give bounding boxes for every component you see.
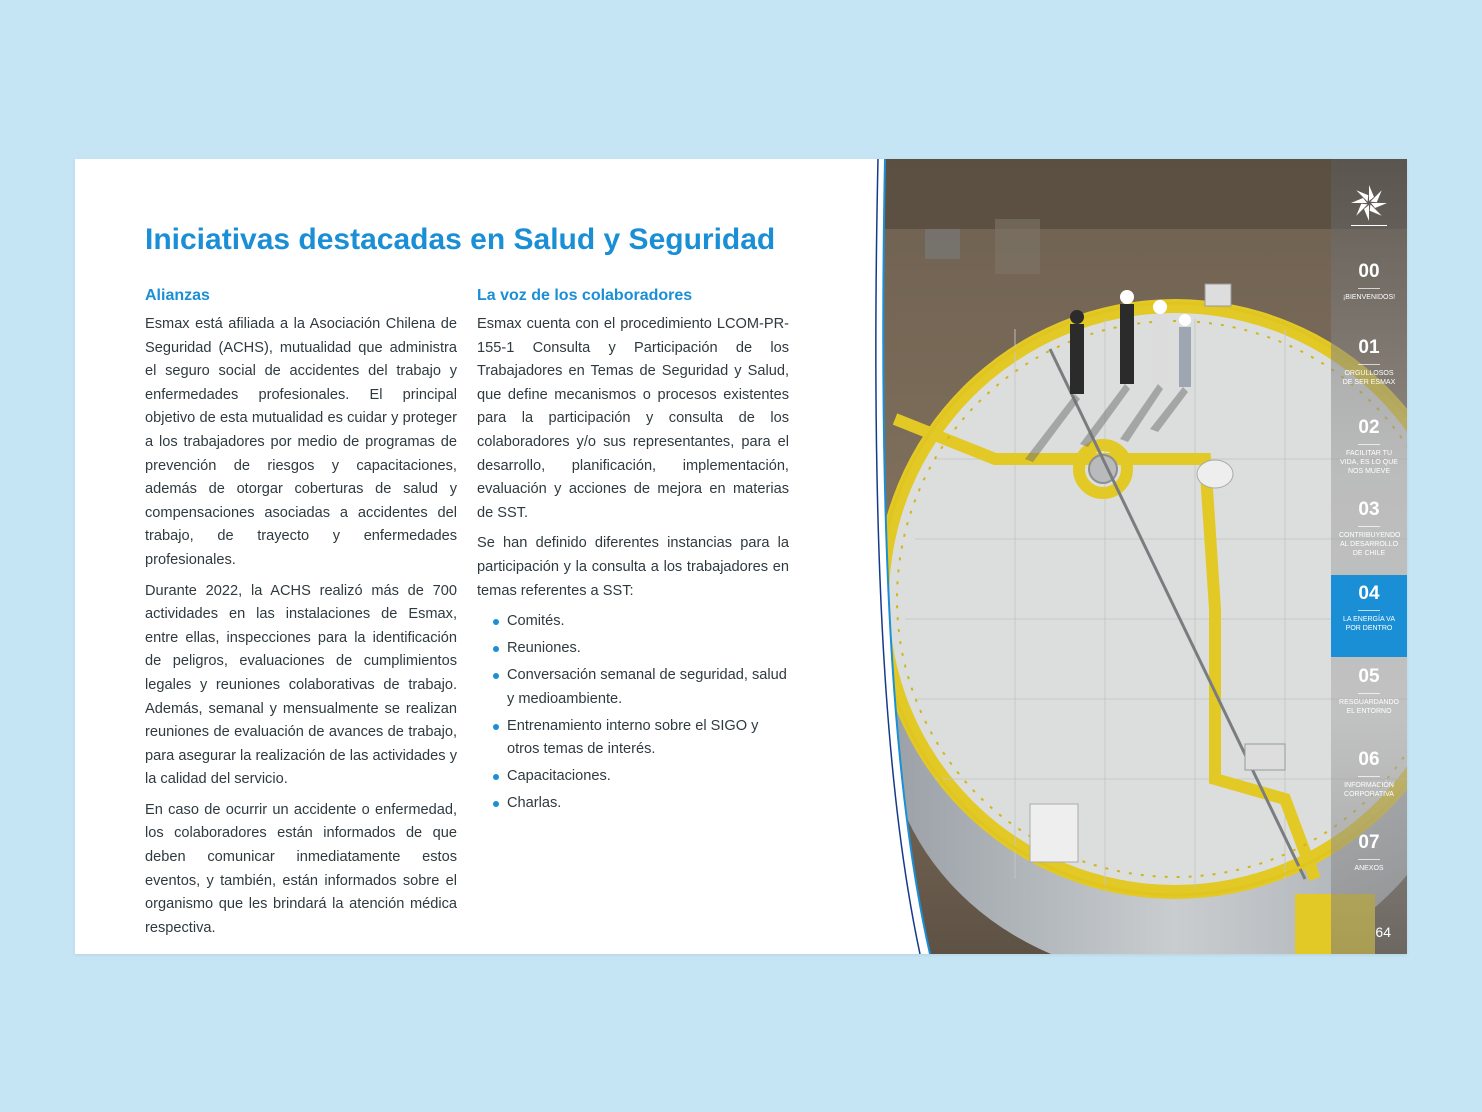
paragraph: En caso de ocurrir un accidente o enfermedad, los colaboradores están informados de que deben comunicar inmediatamente estos eventos, y también, están informados sobre el organismo que les brindará la atención médica respectiva. <box>145 801 457 936</box>
page-number: 64 <box>1375 924 1391 940</box>
nav-item-02[interactable]: 02 FACILITAR TU VIDA, ES LO QUE NOS MUEVE <box>1340 417 1398 475</box>
column-voz-colaboradores <box>477 286 789 819</box>
paragraph: Esmax cuenta con el procedimiento LCOM-PR-155-1 Consulta y Participación de los Trabajadores en Temas de Seguridad y Salud, que define mecanismos o procesos existentes para la participación y consulta de los colaboradores y/o sus representantes, para el desarrollo, planificación, implementación, evaluación y acciones de mejora en materias de SST. <box>477 316 789 521</box>
page-title: Iniciativas destacadas en Salud y Seguridad <box>145 223 776 256</box>
nav-item-06[interactable]: 06 INFORMACIÓN CORPORATIVA <box>1344 749 1394 798</box>
paragraph: Se han definido diferentes instancias para la participación y la consulta a los trabajadores en temas referentes a SST: <box>477 535 789 599</box>
list-item: Entrenamiento interno sobre el SIGO y otros temas de interés. <box>489 715 789 762</box>
report-page <box>75 159 1407 954</box>
paragraph: Durante 2022, la ACHS realizó más de 700 actividades en las instalaciones de Esmax, entre ellas, inspecciones para la identificación de peligros, evaluaciones de cumplimientos legales y reuniones colaborativas de trabajo. Además, semanal y mensualmente se realizan reuniones de evaluación de avances de trabajo, para asegurar la realización de las actividades y la calidad del servicio. <box>145 582 457 788</box>
bullet-icon <box>493 646 499 652</box>
column-alianzas <box>145 286 457 947</box>
bullet-icon <box>493 724 499 730</box>
section-heading-voz: La voz de los colaboradores <box>477 287 693 304</box>
nav-item-04-active[interactable]: 04 LA ENERGÍA VA POR DENTRO <box>1331 575 1407 657</box>
section-navigation <box>1331 159 1407 954</box>
nav-item-01[interactable]: 01 ORGULLOSOS DE SER ESMAX <box>1342 337 1396 386</box>
esmax-logo-icon <box>1347 181 1391 231</box>
nav-item-07[interactable]: 07 ANEXOS <box>1354 832 1384 872</box>
section-heading-alianzas: Alianzas <box>145 287 210 304</box>
paragraph: Esmax está afiliada a la Asociación Chilena de Seguridad (ACHS), mutualidad que administra el seguro social de accidentes del trabajo y enfermedades profesionales. El principal objetivo de esta mutualidad es cuidar y proteger a los trabajadores por medio de programas de prevención de riesgos y capacitaciones, además de otorgar coberturas de salud y compensaciones asociadas a accidentes del trabajo, de trayecto y enfermedades profesionales. <box>145 316 457 568</box>
list-item: Reuniones. <box>489 637 789 661</box>
bullet-icon <box>493 774 499 780</box>
nav-item-03[interactable]: 03 CONTRIBUYENDO AL DESARROLLO DE CHILE <box>1339 499 1401 557</box>
list-item: Comités. <box>489 610 789 634</box>
list-item: Capacitaciones. <box>489 765 789 789</box>
nav-item-05[interactable]: 05 RESGUARDANDO EL ENTORNO <box>1339 666 1399 715</box>
bullet-icon <box>493 619 499 625</box>
list-item: Charlas. <box>489 792 789 816</box>
tank-photo-illustration <box>875 159 1407 954</box>
list-item: Conversación semanal de seguridad, salud y medioambiente. <box>489 664 789 711</box>
bullet-list <box>477 610 789 816</box>
bullet-icon <box>493 673 499 679</box>
nav-item-00[interactable]: 00 ¡BIENVENIDOS! <box>1342 261 1396 301</box>
tank-photo <box>875 159 1407 954</box>
bullet-icon <box>493 801 499 807</box>
